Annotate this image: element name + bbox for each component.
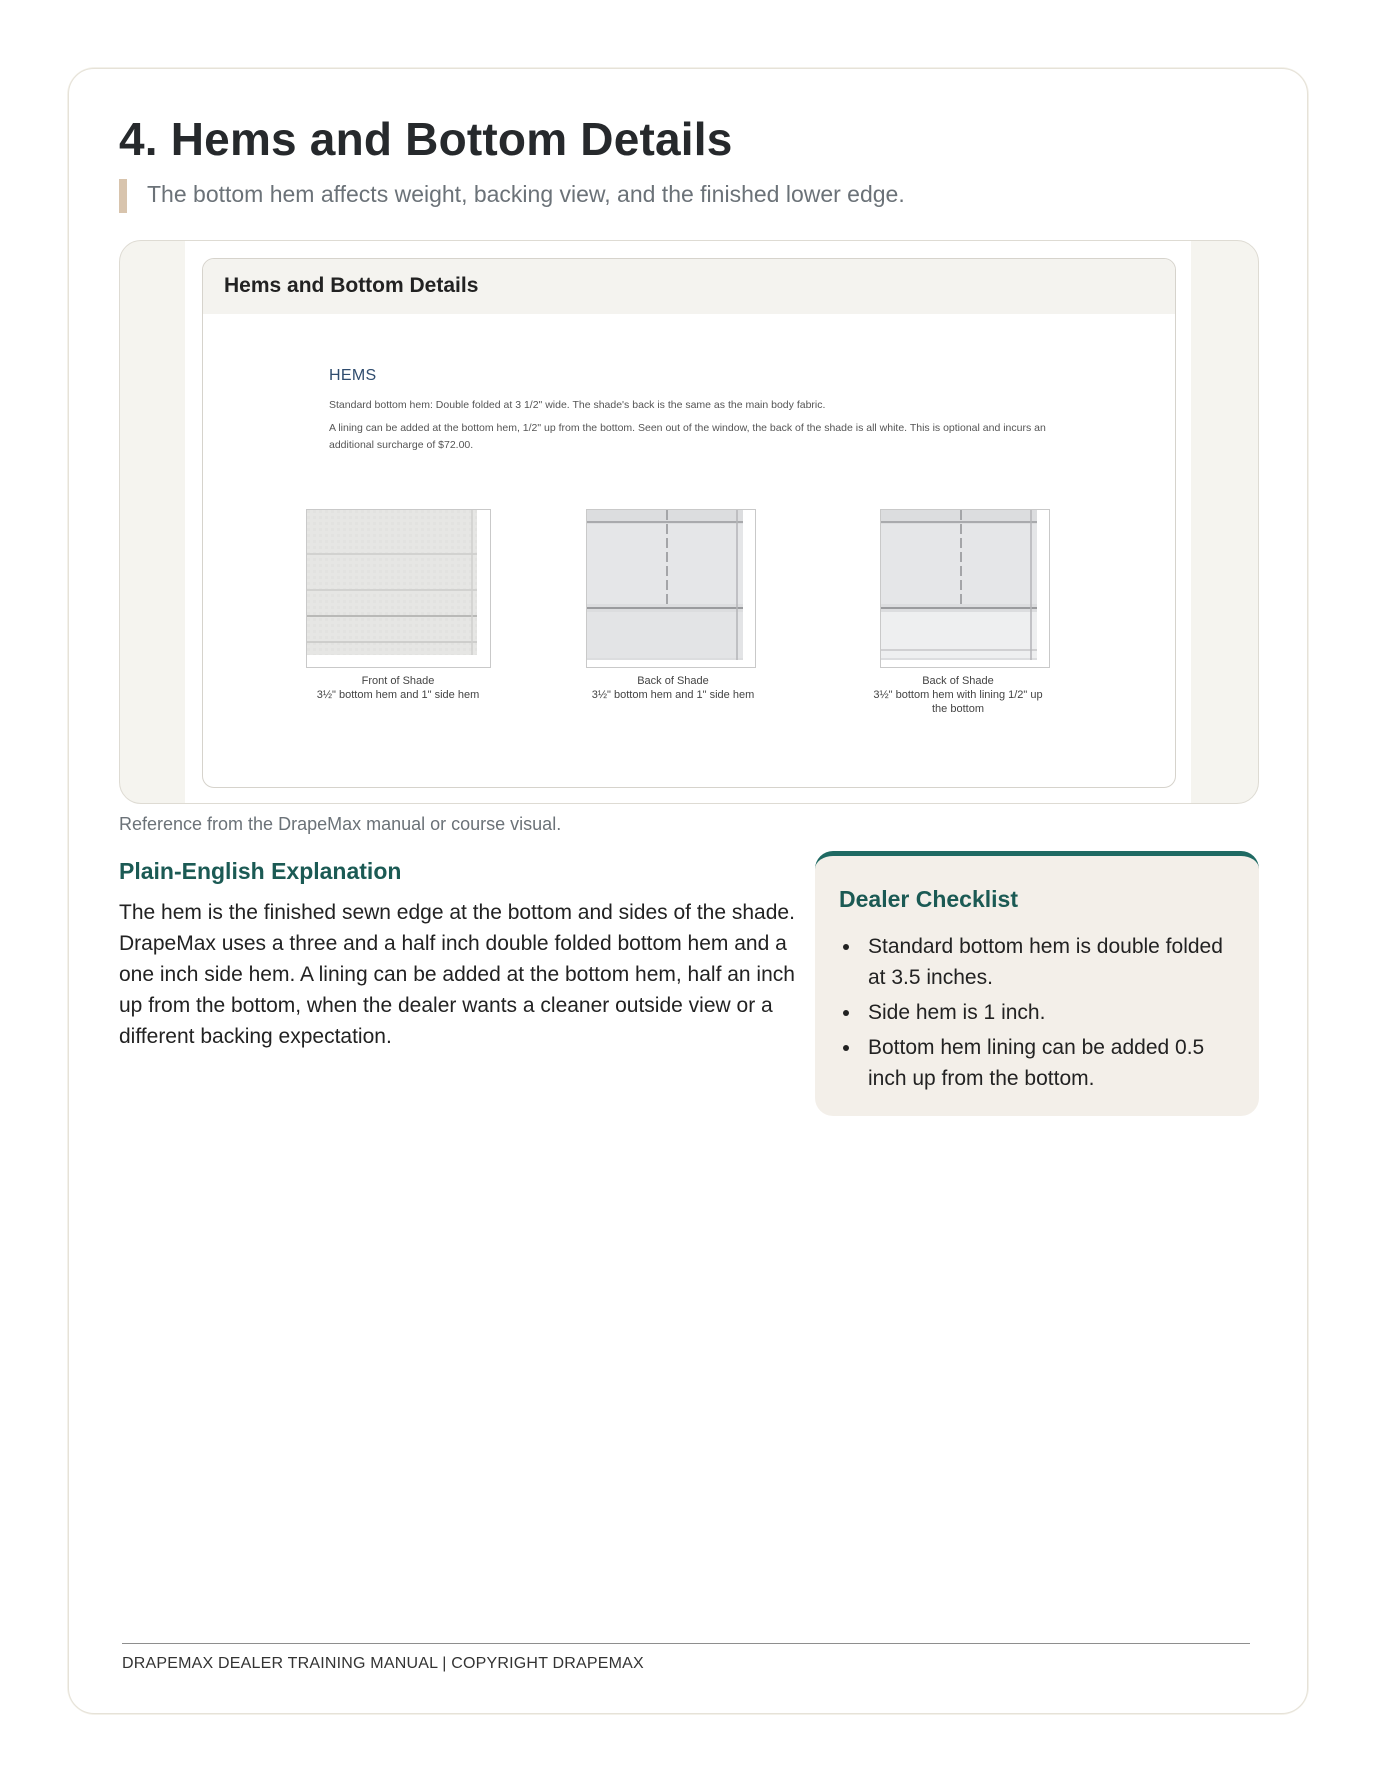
hems-line-standard: Standard bottom hem: Double folded at 3 1/2" wide. The shade's back is the same as the main body fabric. — [329, 399, 826, 411]
hems-line-lining: A lining can be added at the bottom hem, 1/2" up from the bottom. Seen out of the window, the back of the shade is all white. This is optional and incurs an additional surcharge of $72.00. — [329, 422, 1046, 451]
fabric-swatch-image — [880, 509, 1050, 668]
sample-title: Back of Shade — [637, 675, 709, 687]
subtitle-accent-bar — [119, 179, 127, 213]
figure-image — [185, 241, 1191, 804]
reference-figure — [119, 240, 1259, 804]
list-item — [839, 1032, 1239, 1094]
list-item-text: Side hem is 1 inch. — [868, 1001, 1046, 1024]
sample-subtitle: 3½" bottom hem and 1" side hem — [591, 689, 755, 701]
fabric-swatch-image — [306, 509, 491, 668]
hems-heading: HEMS — [329, 367, 377, 384]
screenshot-header — [203, 259, 1175, 314]
bullet-icon — [843, 1010, 849, 1016]
bullet-icon — [843, 944, 849, 950]
bullet-icon — [843, 1045, 849, 1051]
figure-caption: Reference from the DrapeMax manual or course visual. — [119, 814, 562, 834]
sample-title: Front of Shade — [361, 675, 435, 687]
sample-subtitle: 3½" bottom hem and 1" side hem — [316, 689, 480, 701]
page-title: 4. Hems and Bottom Details — [119, 113, 733, 165]
checklist-list — [839, 931, 1239, 1098]
back-swatch-graphic — [587, 510, 755, 667]
list-item-text: Bottom hem lining can be added 0.5 inch up from the bottom. — [868, 1036, 1205, 1090]
dealer-checklist-panel — [815, 851, 1259, 1116]
footer-divider — [122, 1643, 1250, 1644]
list-item — [839, 997, 1239, 1028]
fabric-swatch-image — [586, 509, 756, 668]
sample-title: Back of Shade — [922, 675, 994, 687]
lining-swatch-graphic — [881, 510, 1049, 667]
explanation-heading: Plain-English Explanation — [119, 858, 402, 884]
checklist-title: Dealer Checklist — [839, 886, 1018, 912]
list-item — [839, 931, 1239, 993]
sample-subtitle: 3½" bottom hem with lining 1/2" up the bottom — [873, 689, 1043, 715]
manual-screenshot — [202, 258, 1176, 788]
explanation-body: The hem is the finished sewn edge at the bottom and sides of the shade. DrapeMax uses a three and a half inch double folded bottom hem and a one inch side hem. A lining can be added at the bottom hem, half an inch up from the bottom, when the dealer wants a cleaner outside view or a different backing expectation. — [119, 901, 795, 1048]
footer-text: DRAPEMAX DEALER TRAINING MANUAL | COPYRIGHT DRAPEMAX — [122, 1655, 644, 1672]
list-item-text: Standard bottom hem is double folded at 3.5 inches. — [868, 935, 1223, 989]
front-swatch-graphic — [307, 510, 490, 667]
page-subtitle: The bottom hem affects weight, backing view, and the finished lower edge. — [147, 181, 905, 207]
screenshot-title: Hems and Bottom Details — [224, 274, 479, 297]
